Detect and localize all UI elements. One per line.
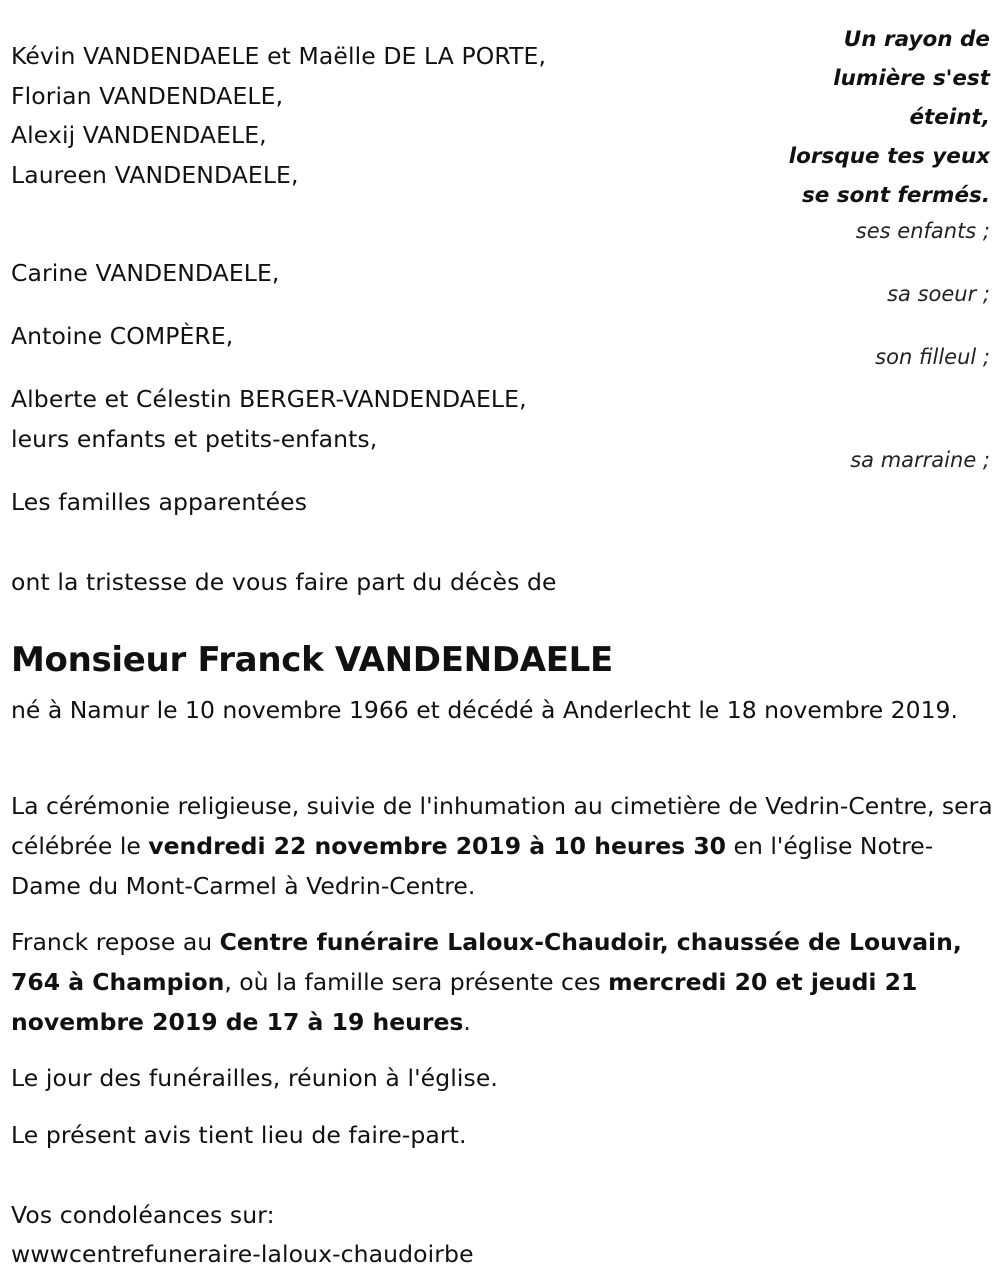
poem-line-4: lorsque tes yeux [788,144,990,169]
family-godmother-line-1: Alberte et Célestin BERGER-VANDENDAELE, [11,385,527,413]
notice-note: Le présent avis tient lieu de faire-part. [11,1121,467,1149]
family-godson: Antoine COMPÈRE, [11,322,234,350]
visitation-text-3: . [463,1008,471,1036]
ceremony-paragraph [11,786,996,906]
family-line-4: Laureen VANDENDAELE, [11,161,299,189]
visitation-dates: mercredi 20 et jeudi 21 novembre 2019 de 17 à 19 heures [11,968,918,1036]
condolences-label: Vos condoléances sur: [11,1201,275,1229]
family-sister: Carine VANDENDAELE, [11,259,280,287]
poem-line-3: éteint, [909,105,990,130]
relation-godson: son filleul ; [875,345,990,369]
family-line-2: Florian VANDENDAELE, [11,82,284,110]
poem-line-5: se sont fermés. [802,183,990,208]
family-line-1: Kévin VANDENDAELE et Maëlle DE LA PORTE, [11,42,547,70]
visitation-text-1: Franck repose au [11,928,220,956]
relation-sister: sa soeur ; [887,282,990,306]
condolences-website-link[interactable]: wwwcentrefuneraire-laloux-chaudoirbe [11,1240,474,1268]
relation-godmother: sa marraine ; [850,448,990,472]
family-relatives: Les familles apparentées [11,488,308,516]
ceremony-text-before: La cérémonie religieuse, suivie de l'inhumation au cimetière de Vedrin-Centre, sera célébrée le [11,792,993,860]
ceremony-date: vendredi 22 novembre 2019 à 10 heures 30 [148,832,727,860]
announcement-text: ont la tristesse de vous faire part du décès de [11,568,557,596]
deceased-name: Monsieur Franck VANDENDAELE [11,640,613,680]
funeral-home-address: Centre funéraire Laloux-Chaudoir, chaussée de Louvain, 764 à Champion [11,928,962,996]
funeral-day-note: Le jour des funérailles, réunion à l'église. [11,1064,498,1092]
poem-line-1: Un rayon de [843,27,990,52]
visitation-paragraph [11,922,996,1042]
poem-line-2: lumière s'est [833,66,990,91]
family-godmother-line-2: leurs enfants et petits-enfants, [11,425,378,453]
family-line-3: Alexij VANDENDAELE, [11,121,267,149]
visitation-text-2: , où la famille sera présente ces [224,968,609,996]
ceremony-text-after: en l'église Notre-Dame du Mont-Carmel à Vedrin-Centre. [11,832,934,900]
relation-children: ses enfants ; [855,219,990,243]
deceased-dates: né à Namur le 10 novembre 1966 et décédé à Anderlecht le 18 novembre 2019. [11,696,958,724]
